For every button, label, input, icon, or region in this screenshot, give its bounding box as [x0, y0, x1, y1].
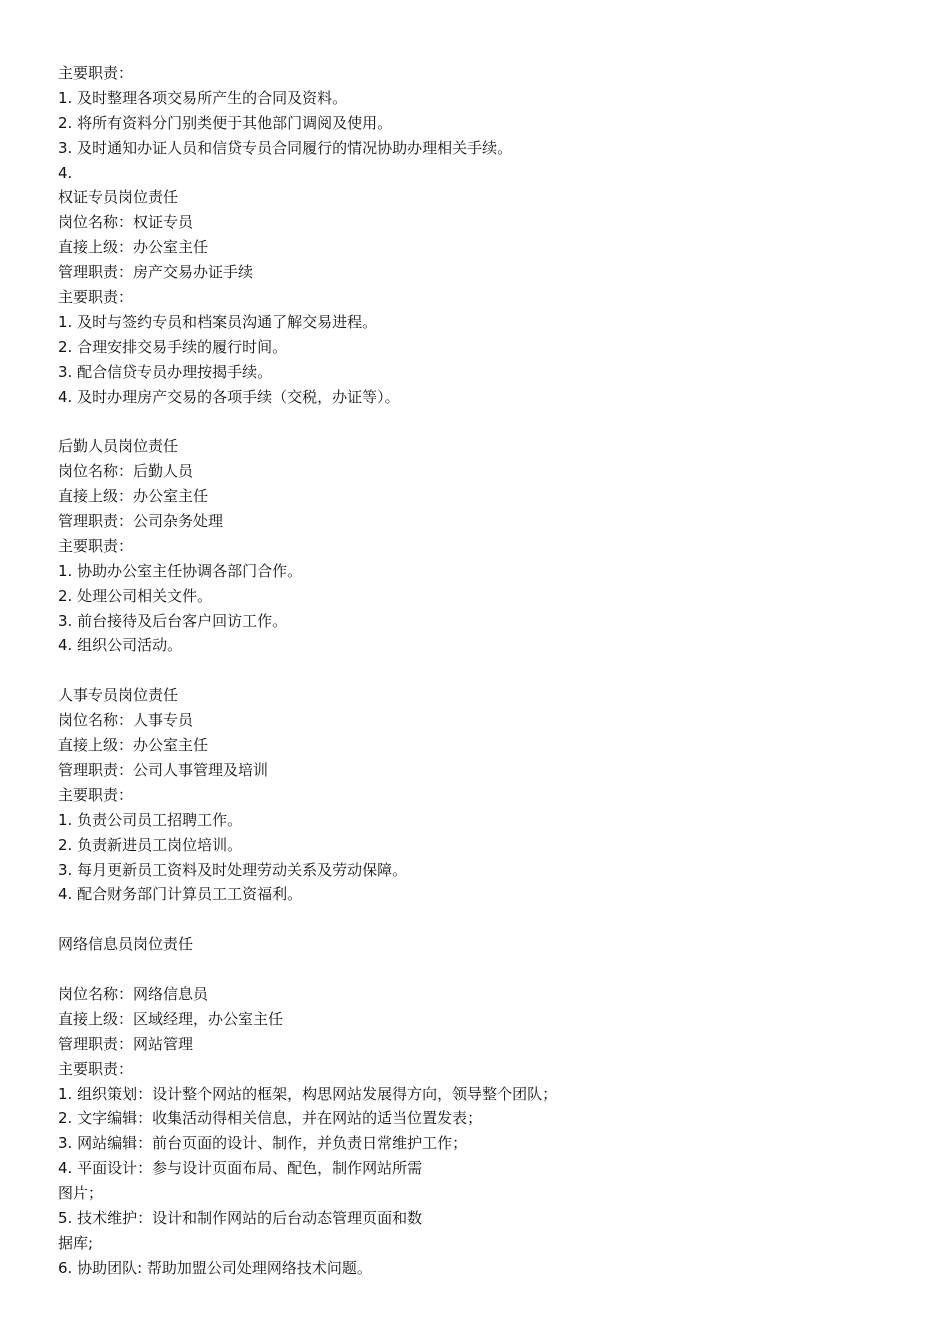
text-line: 主要职责： — [58, 536, 134, 555]
text-line: 图片； — [58, 1184, 104, 1203]
text-line: 岗位名称：网络信息员 — [58, 984, 209, 1003]
text-line: 4. 及时办理房产交易的各项手续（交税，办证等）。 — [58, 387, 400, 406]
text-line: 4. 组织公司活动。 — [58, 636, 183, 655]
text-line: 网络信息员岗位责任 — [58, 935, 194, 954]
text-line: 3. 配合信贷专员办理按揭手续。 — [58, 362, 273, 381]
document-body — [58, 61, 918, 1281]
text-line: 权证专员岗位责任 — [58, 188, 179, 207]
text-line: 管理职责：网站管理 — [58, 1034, 194, 1053]
text-line: 岗位名称：权证专员 — [58, 213, 194, 232]
text-line: 管理职责：公司杂务处理 — [58, 512, 224, 531]
text-line: 1. 负责公司员工招聘工作。 — [58, 810, 243, 829]
blank-line — [58, 907, 918, 932]
text-line: 直接上级：办公室主任 — [58, 238, 209, 257]
text-line: 主要职责： — [58, 64, 134, 82]
text-line: 人事专员岗位责任 — [58, 686, 179, 705]
text-line: 2. 将所有资料分门别类便于其他部门调阅及使用。 — [58, 113, 393, 132]
text-line: 岗位名称：后勤人员 — [58, 462, 194, 481]
text-line: 4. — [58, 163, 73, 182]
text-line: 2. 合理安排交易手续的履行时间。 — [58, 337, 288, 356]
text-line: 2. 处理公司相关文件。 — [58, 586, 213, 605]
text-line: 管理职责：公司人事管理及培训 — [58, 760, 269, 779]
text-line: 直接上级：办公室主任 — [58, 487, 209, 506]
text-line: 5. 技术维护：设计和制作网站的后台动态管理页面和数 — [58, 1208, 423, 1227]
text-line: 1. 及时整理各项交易所产生的合同及资料。 — [58, 88, 348, 107]
blank-line — [58, 957, 918, 982]
text-line: 3. 及时通知办证人员和信贷专员合同履行的情况协助办理相关手续。 — [58, 138, 513, 157]
text-line: 岗位名称：人事专员 — [58, 711, 194, 730]
text-line: 管理职责：房产交易办证手续 — [58, 263, 254, 282]
text-line: 据库; — [58, 1233, 94, 1252]
text-line: 1. 及时与签约专员和档案员沟通了解交易进程。 — [58, 312, 378, 331]
text-line: 4. 配合财务部门计算员工工资福利。 — [58, 885, 303, 904]
text-line: 后勤人员岗位责任 — [58, 437, 179, 456]
text-line: 主要职责： — [58, 1059, 134, 1078]
text-line: 1. 协助办公室主任协调各部门合作。 — [58, 561, 303, 580]
text-line: 2. 负责新进员工岗位培训。 — [58, 835, 243, 854]
text-line: 3. 每月更新员工资料及时处理劳动关系及劳动保障。 — [58, 860, 408, 879]
text-line: 直接上级：办公室主任 — [58, 736, 209, 755]
text-line: 3. 网站编辑：前台页面的设计、制作，并负责日常维护工作； — [58, 1134, 468, 1153]
text-line: 直接上级：区域经理，办公室主任 — [58, 1009, 284, 1028]
text-line: 主要职责： — [58, 288, 134, 307]
text-line: 2. 文字编辑：收集活动得相关信息，并在网站的适当位置发表； — [58, 1109, 483, 1128]
blank-line — [58, 658, 918, 683]
text-line: 3. 前台接待及后台客户回访工作。 — [58, 611, 288, 630]
text-line: 主要职责： — [58, 785, 134, 804]
text-line: 1. 组织策划：设计整个网站的框架，构思网站发展得方向，领导整个团队； — [58, 1084, 558, 1103]
text-line: 6. 协助团队: 帮助加盟公司处理网络技术问题。 — [58, 1258, 372, 1277]
text-line: 4. 平面设计：参与设计页面布局、配色，制作网站所需 — [58, 1159, 423, 1178]
blank-line — [58, 409, 918, 434]
